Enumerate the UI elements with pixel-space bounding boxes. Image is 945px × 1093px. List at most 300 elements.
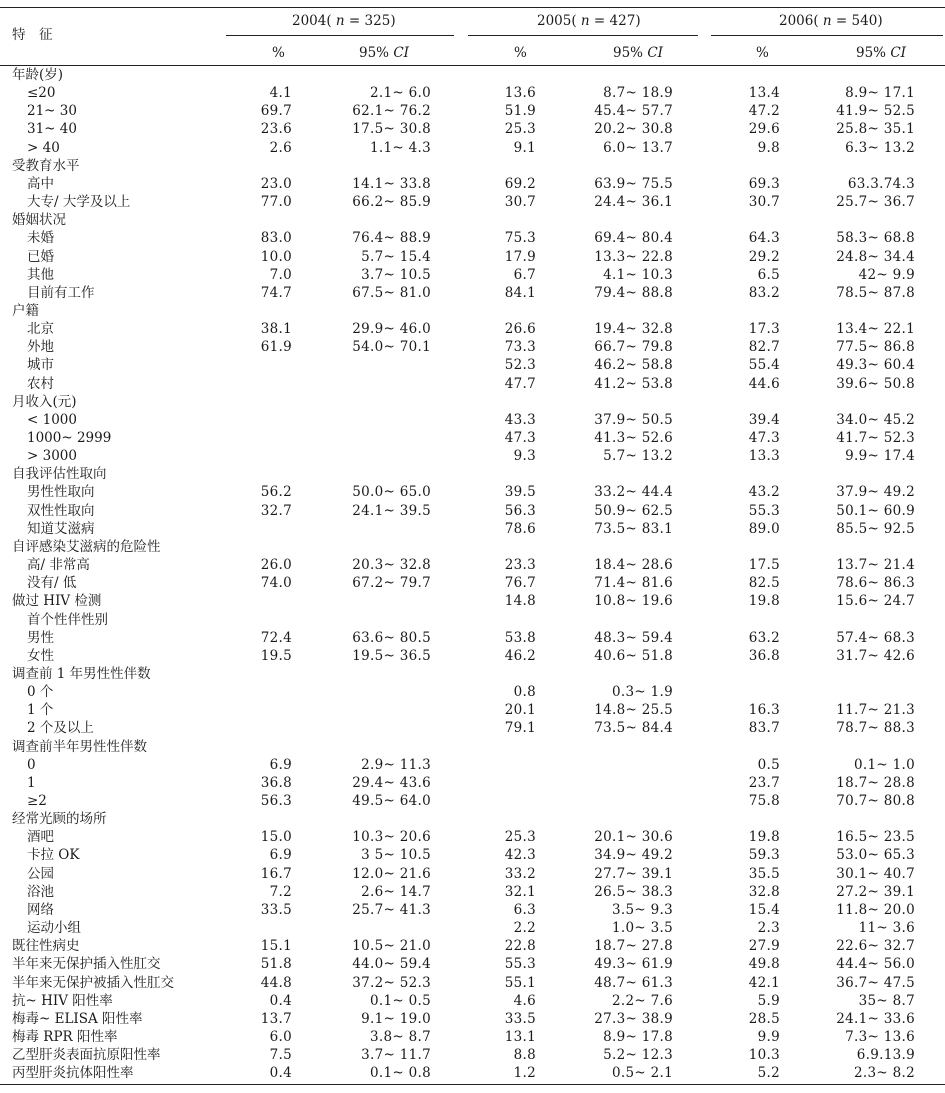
cell-ci-2006: 63.3.74.3 [847, 175, 915, 192]
cell-ci-2005: 0.3~ 1.9 [612, 684, 673, 701]
cell-pct-2004: 51.8 [260, 956, 292, 973]
cell-ci-2004: 29.9~ 46.0 [352, 321, 431, 338]
table-row [0, 992, 945, 1010]
cell-ci-2005: 79.4~ 88.8 [594, 284, 673, 301]
table-row [0, 574, 945, 592]
table-row [0, 701, 945, 719]
row-sublabel: 21~ 30 [27, 103, 77, 120]
row-label: 既往性病史 [12, 938, 80, 955]
row-label: 丙型肝炎抗体阳性率 [12, 1065, 134, 1082]
cell-ci-2004: 2.6~ 14.7 [361, 883, 431, 900]
cell-ci-2006: 2.3~ 8.2 [854, 1065, 915, 1082]
table-row [0, 1010, 945, 1028]
table-row [0, 102, 945, 120]
cell-ci-2005: 48.3~ 59.4 [594, 629, 673, 646]
cell-ci-2006: 16.5~ 23.5 [836, 829, 915, 846]
table-row [0, 483, 945, 501]
table-row [0, 338, 945, 356]
cell-ci-2004: 63.6~ 80.5 [352, 629, 431, 646]
cell-ci-2005: 66.7~ 79.8 [594, 339, 673, 356]
cell-pct-2004: 7.5 [269, 1047, 292, 1064]
cell-pct-2006: 43.2 [748, 484, 780, 501]
cell-pct-2005: 6.3 [513, 901, 536, 918]
cell-pct-2006: 32.8 [748, 883, 780, 900]
table-row [0, 193, 945, 211]
cell-pct-2005: 76.7 [504, 575, 536, 592]
cell-ci-2006: 11.7~ 21.3 [836, 702, 915, 719]
cell-pct-2004: 83.0 [260, 230, 292, 247]
cell-ci-2005: 71.4~ 81.6 [594, 575, 673, 592]
table-row [0, 284, 945, 302]
cell-ci-2005: 8.7~ 18.9 [603, 85, 673, 102]
cell-ci-2006: 7.3~ 13.6 [845, 1028, 915, 1045]
cell-pct-2004: 69.7 [260, 103, 292, 120]
cell-ci-2005: 63.9~ 75.5 [594, 175, 673, 192]
row-label: 做过 HIV 检测 [12, 593, 102, 610]
ci-italic: CI [647, 45, 663, 61]
cell-pct-2005: 30.7 [504, 194, 536, 211]
cell-ci-2006: 41.7~ 52.3 [836, 430, 915, 446]
row-sublabel: 高/ 非常高 [27, 557, 90, 574]
table-row [0, 248, 945, 266]
cell-pct-2006: 89.0 [748, 520, 780, 537]
cell-pct-2006: 82.5 [748, 575, 780, 592]
group-year: 2006 [779, 13, 814, 29]
table-row [0, 792, 945, 810]
table-row [0, 84, 945, 102]
cell-pct-2006: 47.3 [748, 430, 780, 446]
row-sublabel: 卡拉 OK [27, 847, 80, 864]
ci-header-2006 [856, 45, 906, 61]
table-row [0, 683, 945, 701]
ci-prefix: 95% [359, 45, 390, 61]
cell-ci-2004: 14.1~ 33.8 [352, 175, 431, 192]
cell-ci-2005: 20.2~ 30.8 [594, 121, 673, 138]
group-n: 325 [364, 13, 391, 29]
row-sublabel: > 40 [27, 139, 60, 156]
cell-ci-2005: 4.1~ 10.3 [603, 266, 673, 283]
cell-ci-2004: 50.0~ 65.0 [352, 484, 431, 501]
cell-pct-2005: 42.3 [504, 847, 536, 864]
cell-pct-2006: 17.5 [748, 557, 780, 574]
table-row [0, 974, 945, 992]
table-row [0, 1028, 945, 1046]
cell-pct-2006: 44.6 [748, 375, 780, 392]
cell-pct-2005: 23.3 [504, 557, 536, 574]
cell-pct-2006: 64.3 [748, 230, 780, 247]
cell-ci-2005: 8.9~ 17.8 [603, 1028, 673, 1045]
row-sublabel: 男性性取向 [27, 484, 95, 501]
row-label: 半年来无保护被插入性肛交 [12, 974, 174, 991]
table-row [0, 538, 945, 556]
cell-ci-2004: 3.8~ 8.7 [370, 1028, 431, 1045]
cell-pct-2005: 22.8 [504, 938, 536, 955]
cell-ci-2004: 1.1~ 4.3 [370, 139, 431, 156]
table-row [0, 629, 945, 647]
cell-ci-2004: 0.1~ 0.5 [370, 992, 431, 1009]
cell-ci-2005: 27.3~ 38.9 [594, 1010, 673, 1027]
cell-pct-2005: 51.9 [504, 103, 536, 120]
row-label: 抗~ HIV 阳性率 [12, 992, 113, 1009]
cell-pct-2006: 55.3 [748, 502, 780, 519]
table-row [0, 520, 945, 538]
group-year: 2005 [537, 13, 572, 29]
group-rule-2005 [468, 35, 698, 36]
cell-pct-2004: 16.7 [260, 865, 292, 882]
cell-pct-2006: 82.7 [748, 339, 780, 356]
cell-ci-2006: 57.4~ 68.3 [836, 629, 915, 646]
table-row [0, 320, 945, 338]
row-sublabel: 已婚 [27, 248, 54, 265]
cell-ci-2005: 49.3~ 61.9 [594, 956, 673, 973]
row-label: 调查前 1 年男性性伴数 [12, 665, 151, 682]
cell-ci-2005: 24.4~ 36.1 [594, 194, 673, 211]
cell-pct-2004: 61.9 [260, 339, 292, 356]
pct-header-2006: % [756, 45, 769, 61]
cell-ci-2004: 20.3~ 32.8 [352, 557, 431, 574]
cell-ci-2005: 10.8~ 19.6 [594, 593, 673, 610]
cell-pct-2005: 73.3 [504, 339, 536, 356]
row-sublabel: 酒吧 [27, 829, 54, 846]
table-row [0, 810, 945, 828]
row-label: 婚姻状况 [12, 212, 66, 229]
cell-ci-2004: 25.7~ 41.3 [352, 901, 431, 918]
cell-ci-2004: 10.5~ 21.0 [352, 938, 431, 955]
cell-pct-2006: 19.8 [748, 829, 780, 846]
table-row [0, 429, 945, 447]
table-row [0, 1046, 945, 1064]
cell-pct-2006: 10.3 [748, 1047, 780, 1064]
table-row [0, 393, 945, 411]
cell-pct-2004: 6.0 [269, 1028, 292, 1045]
cell-ci-2005: 73.5~ 83.1 [594, 520, 673, 537]
cell-pct-2005: 2.2 [513, 920, 536, 937]
cell-ci-2005: 33.2~ 44.4 [594, 484, 673, 501]
cell-ci-2005: 5.7~ 13.2 [603, 448, 673, 465]
group-rule-2004 [226, 35, 454, 36]
cell-pct-2006: 27.9 [748, 938, 780, 955]
cell-ci-2006: 13.7~ 21.4 [836, 557, 915, 574]
cell-pct-2006: 83.2 [748, 284, 780, 301]
cell-ci-2006: 25.8~ 35.1 [836, 121, 915, 138]
cell-ci-2005: 13.3~ 22.8 [594, 248, 673, 265]
cell-ci-2004: 67.2~ 79.7 [352, 575, 431, 592]
cell-pct-2004: 23.6 [260, 121, 292, 138]
cell-pct-2004: 6.9 [269, 847, 292, 864]
cell-pct-2006: 6.5 [757, 266, 780, 283]
cell-pct-2005: 79.1 [504, 720, 536, 737]
cell-pct-2005: 9.3 [513, 448, 536, 465]
cell-pct-2006: 15.4 [748, 901, 780, 918]
cell-ci-2006: 78.6~ 86.3 [836, 575, 915, 592]
row-sublabel: < 1000 [27, 411, 77, 428]
cell-pct-2006: 69.3 [748, 175, 780, 192]
feature-header: 特 征 [12, 27, 53, 43]
row-sublabel: 知道艾滋病 [27, 520, 95, 537]
cell-ci-2005: 20.1~ 30.6 [594, 829, 673, 846]
cell-pct-2004: 7.0 [269, 266, 292, 283]
cell-ci-2006: 39.6~ 50.8 [836, 375, 915, 392]
row-label: 调查前半年男性性伴数 [12, 738, 147, 755]
cell-ci-2004: 17.5~ 30.8 [352, 121, 431, 138]
cell-ci-2004: 29.4~ 43.6 [352, 774, 431, 791]
cell-ci-2006: 78.7~ 88.3 [836, 720, 915, 737]
cell-ci-2006: 25.7~ 36.7 [836, 194, 915, 211]
cell-ci-2005: 18.4~ 28.6 [594, 557, 673, 574]
table-row [0, 592, 945, 610]
row-sublabel: 1 个 [27, 702, 54, 719]
cell-pct-2005: 1.2 [513, 1065, 536, 1082]
cell-pct-2005: 13.1 [504, 1028, 536, 1045]
cell-pct-2005: 20.1 [504, 702, 536, 719]
cell-pct-2006: 0.5 [757, 756, 780, 773]
row-sublabel: 高中 [27, 175, 54, 192]
ci-italic: CI [890, 45, 906, 61]
cell-ci-2005: 19.4~ 32.8 [594, 321, 673, 338]
cell-pct-2006: 42.1 [748, 974, 780, 991]
cell-pct-2004: 19.5 [260, 647, 292, 664]
cell-ci-2006: 6.9.13.9 [856, 1047, 915, 1064]
cell-ci-2005: 34.9~ 49.2 [594, 847, 673, 864]
table-row [0, 556, 945, 574]
row-label: 经常光顾的场所 [12, 811, 107, 828]
row-sublabel: 2 个及以上 [27, 720, 94, 737]
cell-ci-2006: 24.8~ 34.4 [836, 248, 915, 265]
cell-ci-2006: 13.4~ 22.1 [836, 321, 915, 338]
row-sublabel: 外地 [27, 339, 54, 356]
table-row [0, 611, 945, 629]
cell-pct-2005: 84.1 [504, 284, 536, 301]
cell-ci-2005: 26.5~ 38.3 [594, 883, 673, 900]
cell-pct-2004: 15.1 [260, 938, 292, 955]
cell-pct-2006: 5.2 [757, 1065, 780, 1082]
row-label: 户籍 [12, 302, 39, 319]
cell-ci-2004: 67.5~ 81.0 [352, 284, 431, 301]
table-row [0, 375, 945, 393]
cell-pct-2005: 8.8 [513, 1047, 536, 1064]
cell-pct-2006: 19.8 [748, 593, 780, 610]
cell-pct-2005: 47.3 [504, 430, 536, 446]
cell-ci-2004: 66.2~ 85.9 [352, 194, 431, 211]
cell-ci-2006: 6.3~ 13.2 [845, 139, 915, 156]
cell-ci-2004: 9.1~ 19.0 [361, 1010, 431, 1027]
cell-pct-2005: 33.5 [504, 1010, 536, 1027]
group-header-2005: 2005( n = 427) [537, 13, 641, 29]
cell-ci-2004: 3.7~ 11.7 [361, 1047, 431, 1064]
table-row [0, 883, 945, 901]
cell-pct-2005: 25.3 [504, 829, 536, 846]
cell-ci-2004: 62.1~ 76.2 [352, 103, 431, 120]
cell-pct-2006: 55.4 [748, 357, 780, 374]
table-row [0, 865, 945, 883]
table-row [0, 175, 945, 193]
cell-pct-2004: 10.0 [260, 248, 292, 265]
row-label: 月收入(元) [12, 393, 77, 410]
group-rule-2006 [711, 35, 943, 36]
ci-header-2005 [613, 45, 663, 61]
row-sublabel: 农村 [27, 375, 54, 392]
cell-ci-2006: 30.1~ 40.7 [836, 865, 915, 882]
cell-ci-2005: 2.2~ 7.6 [612, 992, 673, 1009]
cell-pct-2005: 39.5 [504, 484, 536, 501]
cell-pct-2004: 23.0 [260, 175, 292, 192]
row-sublabel: 城市 [27, 357, 54, 374]
cell-ci-2004: 2.1~ 6.0 [370, 85, 431, 102]
row-sublabel: 北京 [27, 321, 54, 338]
table-row [0, 665, 945, 683]
table-row [0, 66, 945, 84]
cell-pct-2004: 38.1 [260, 321, 292, 338]
row-label: 受教育水平 [12, 157, 80, 174]
cell-ci-2006: 44.4~ 56.0 [836, 956, 915, 973]
cell-pct-2004: 74.0 [260, 575, 292, 592]
cell-ci-2004: 49.5~ 64.0 [352, 793, 431, 809]
cell-pct-2004: 74.7 [260, 284, 292, 301]
row-sublabel: 女性 [27, 647, 54, 664]
cell-pct-2005: 6.7 [513, 266, 536, 283]
cell-pct-2005: 52.3 [504, 357, 536, 374]
table-row [0, 502, 945, 520]
cell-pct-2005: 25.3 [504, 121, 536, 138]
table-row [0, 465, 945, 483]
bottom-rule [0, 1084, 945, 1085]
cell-ci-2006: 0.1~ 1.0 [854, 756, 915, 773]
row-sublabel: > 3000 [27, 448, 77, 465]
cell-ci-2006: 78.5~ 87.8 [836, 284, 915, 301]
table-row [0, 139, 945, 157]
cell-ci-2004: 19.5~ 36.5 [352, 647, 431, 664]
cell-pct-2006: 17.3 [748, 321, 780, 338]
group-header-2006: 2006( n = 540) [779, 13, 883, 29]
row-sublabel: 运动小组 [27, 920, 81, 937]
table-row [0, 719, 945, 737]
cell-ci-2005: 27.7~ 39.1 [594, 865, 673, 882]
row-sublabel: ≤20 [27, 85, 56, 102]
row-label: 梅毒~ ELISA 阳性率 [12, 1010, 143, 1027]
row-label: 年龄(岁) [12, 67, 64, 83]
cell-pct-2005: 55.1 [504, 974, 536, 991]
row-sublabel: 双性性取向 [27, 502, 95, 519]
cell-ci-2004: 0.1~ 0.8 [370, 1065, 431, 1082]
cell-ci-2005: 37.9~ 50.5 [594, 411, 673, 428]
row-sublabel: 首个性伴性别 [27, 611, 108, 628]
row-sublabel: 浴池 [27, 883, 54, 900]
cell-ci-2006: 42~ 9.9 [858, 266, 915, 283]
row-sublabel: ≥2 [27, 793, 47, 809]
cell-pct-2005: 17.9 [504, 248, 536, 265]
cell-ci-2006: 58.3~ 68.8 [836, 230, 915, 247]
cell-pct-2006: 47.2 [748, 103, 780, 120]
row-sublabel: 公园 [27, 865, 54, 882]
cell-ci-2006: 70.7~ 80.8 [836, 793, 915, 809]
top-rule [0, 7, 945, 8]
table-row [0, 738, 945, 756]
cell-pct-2006: 63.2 [748, 629, 780, 646]
table-row [0, 447, 945, 465]
cell-ci-2006: 27.2~ 39.1 [836, 883, 915, 900]
table-row [0, 266, 945, 284]
cell-pct-2005: 69.2 [504, 175, 536, 192]
pct-header-2005: % [514, 45, 527, 61]
cell-pct-2004: 15.0 [260, 829, 292, 846]
cell-pct-2005: 14.8 [504, 593, 536, 610]
table-row [0, 229, 945, 247]
cell-pct-2005: 46.2 [504, 647, 536, 664]
cell-pct-2006: 29.6 [748, 121, 780, 138]
cell-pct-2006: 16.3 [748, 702, 780, 719]
cell-pct-2005: 4.6 [513, 992, 536, 1009]
cell-pct-2004: 56.3 [260, 793, 292, 809]
cell-ci-2005: 6.0~ 13.7 [603, 139, 673, 156]
cell-ci-2006: 24.1~ 33.6 [836, 1010, 915, 1027]
cell-ci-2005: 69.4~ 80.4 [594, 230, 673, 247]
cell-ci-2006: 50.1~ 60.9 [836, 502, 915, 519]
table-row [0, 157, 945, 175]
row-sublabel: 未婚 [27, 230, 54, 247]
cell-ci-2004: 24.1~ 39.5 [352, 502, 431, 519]
cell-pct-2005: 26.6 [504, 321, 536, 338]
cell-pct-2004: 0.4 [269, 992, 292, 1009]
cell-pct-2004: 44.8 [260, 974, 292, 991]
row-sublabel: 0 [27, 756, 36, 773]
cell-pct-2004: 33.5 [260, 901, 292, 918]
cell-pct-2004: 36.8 [260, 774, 292, 791]
cell-pct-2004: 32.7 [260, 502, 292, 519]
row-sublabel: 0 个 [27, 684, 54, 701]
row-sublabel: 31~ 40 [27, 121, 77, 138]
cell-pct-2006: 36.8 [748, 647, 780, 664]
cell-ci-2004: 5.7~ 15.4 [361, 248, 431, 265]
cell-ci-2006: 8.9~ 17.1 [845, 85, 915, 102]
group-year: 2004 [292, 13, 327, 29]
cell-ci-2004: 37.2~ 52.3 [352, 974, 431, 991]
cell-pct-2004: 13.7 [260, 1010, 292, 1027]
cell-ci-2005: 41.2~ 53.8 [594, 375, 673, 392]
row-sublabel: 目前有工作 [27, 284, 95, 301]
cell-ci-2004: 3 5~ 10.5 [361, 847, 431, 864]
row-sublabel: 男性 [27, 629, 54, 646]
cell-ci-2006: 11.8~ 20.0 [836, 901, 915, 918]
cell-ci-2005: 5.2~ 12.3 [603, 1047, 673, 1064]
table-row [0, 828, 945, 846]
row-sublabel: 1000~ 2999 [27, 430, 112, 446]
cell-pct-2005: 33.2 [504, 865, 536, 882]
row-label: 梅毒 RPR 阳性率 [12, 1028, 118, 1045]
cell-ci-2005: 40.6~ 51.8 [594, 647, 673, 664]
cell-ci-2004: 10.3~ 20.6 [352, 829, 431, 846]
table-row [0, 756, 945, 774]
cell-ci-2005: 45.4~ 57.7 [594, 103, 673, 120]
row-sublabel: 1 [27, 774, 36, 791]
cell-ci-2006: 11~ 3.6 [858, 920, 915, 937]
row-sublabel: 其他 [27, 266, 54, 283]
group-header-2004: 2004( n = 325) [292, 13, 396, 29]
cell-ci-2004: 76.4~ 88.9 [352, 230, 431, 247]
table-row [0, 901, 945, 919]
table-row [0, 937, 945, 955]
table-row [0, 356, 945, 374]
row-sublabel: 网络 [27, 901, 54, 918]
cell-pct-2004: 26.0 [260, 557, 292, 574]
cell-ci-2006: 49.3~ 60.4 [836, 357, 915, 374]
cell-pct-2006: 83.7 [748, 720, 780, 737]
row-label: 自评感染艾滋病的危险性 [12, 538, 161, 555]
group-n: 427 [609, 13, 636, 29]
cell-pct-2006: 13.4 [748, 85, 780, 102]
cell-pct-2005: 13.6 [504, 85, 536, 102]
cell-ci-2004: 12.0~ 21.6 [352, 865, 431, 882]
cell-ci-2004: 3.7~ 10.5 [361, 266, 431, 283]
